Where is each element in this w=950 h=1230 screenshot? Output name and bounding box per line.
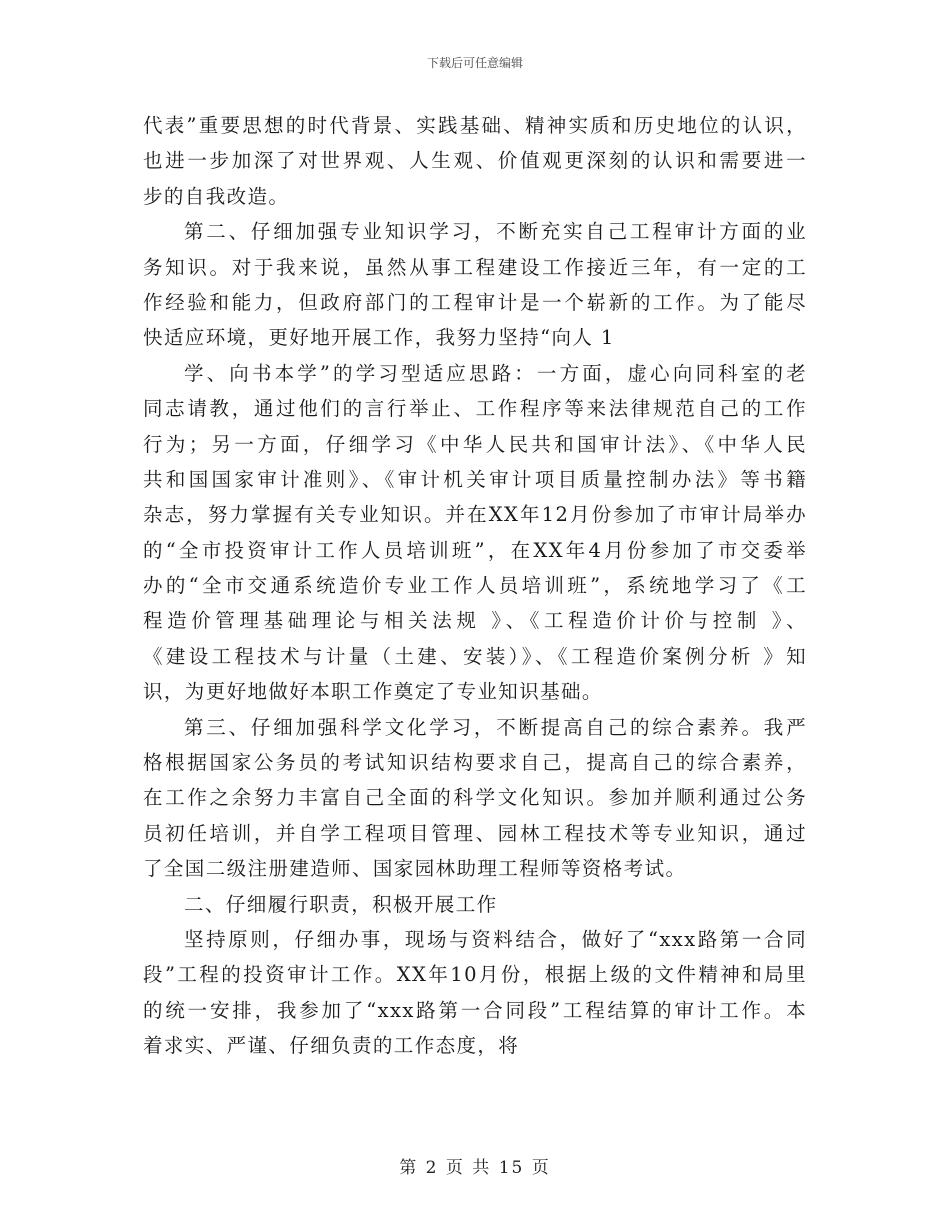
text-line: 第二、仔细加强专业知识学习，不断充实自己工程审计方面的业 [184,220,807,244]
text-line: 学、向书本学”的学习型适应思路：一方面，虚心向同科室的老 [184,361,807,385]
text-line: 二、仔细履行职责，积极开展工作 [184,892,498,916]
text-line: 识，为更好地做好本职工作奠定了专业知识基础。 [143,680,603,704]
text-line: 杂志，努力掌握有关专业知识。并在XX年12月份参加了市审计局举办 [143,503,807,527]
text-line: 了全国二级注册建造师、国家园林助理工程师等资格考试。 [143,857,687,881]
text-line: 作经验和能力，但政府部门的工程审计是一个崭新的工作。为了能尽 [143,290,807,314]
text-line: 程造价管理基础理论与相关法规 》、《工程造价计价与控制 》、 [143,609,807,633]
text-line: 办的“全市交通系统造价专业工作人员培训班”，系统地学习了《工 [143,574,807,598]
text-line: 在工作之余努力丰富自己全面的科学文化知识。参加并顺利通过公务 [143,786,807,810]
text-line: 《建设工程技术与计量（土建、安装）》、《工程造价案例分析 》知 [143,644,807,668]
text-line: 步的自我改造。 [143,184,290,208]
text-line: 行为；另一方面，仔细学习《中华人民共和国审计法》、《中华人民 [143,432,807,456]
text-line: 的“全市投资审计工作人员培训班”，在XX年4月份参加了市交委举 [143,538,807,562]
text-line: 坚持原则，仔细办事，现场与资料结合，做好了“xxx路第一合同 [184,927,807,951]
text-line: 着求实、严谨、仔细负责的工作态度，将 [143,1034,520,1058]
text-line: 同志请教，通过他们的言行举止、工作程序等来法律规范自己的工作 [143,397,807,421]
document-body [143,108,807,1064]
text-line: 也进一步加深了对世界观、人生观、价值观更深刻的认识和需要进一 [143,149,807,173]
text-line: 快适应环境，更好地开展工作，我努力坚持“向人 1 [143,326,615,350]
text-line: 第三、仔细加强科学文化学习，不断提高自己的综合素养。我严 [184,715,807,739]
text-line: 段”工程的投资审计工作。XX年10月份，根据上级的文件精神和局里 [143,963,807,987]
page-footer: 第 2 页 共 15 页 [399,1158,551,1178]
page-header: 下载后可任意编辑 [426,56,523,70]
text-line: 务知识。对于我来说，虽然从事工程建设工作接近三年，有一定的工 [143,255,807,279]
text-line: 代表”重要思想的时代背景、实践基础、精神实质和历史地位的认识， [143,114,807,137]
text-line: 员初任培训，并自学工程项目管理、园林工程技术等专业知识，通过 [143,821,807,845]
text-line: 的统一安排，我参加了“xxx路第一合同段”工程结算的审计工作。本 [143,998,807,1022]
text-line: 格根据国家公务员的考试知识结构要求自己，提高自己的综合素养， [143,751,807,775]
text-line: 共和国国家审计准则》、《审计机关审计项目质量控制办法》等书籍 [143,467,807,491]
